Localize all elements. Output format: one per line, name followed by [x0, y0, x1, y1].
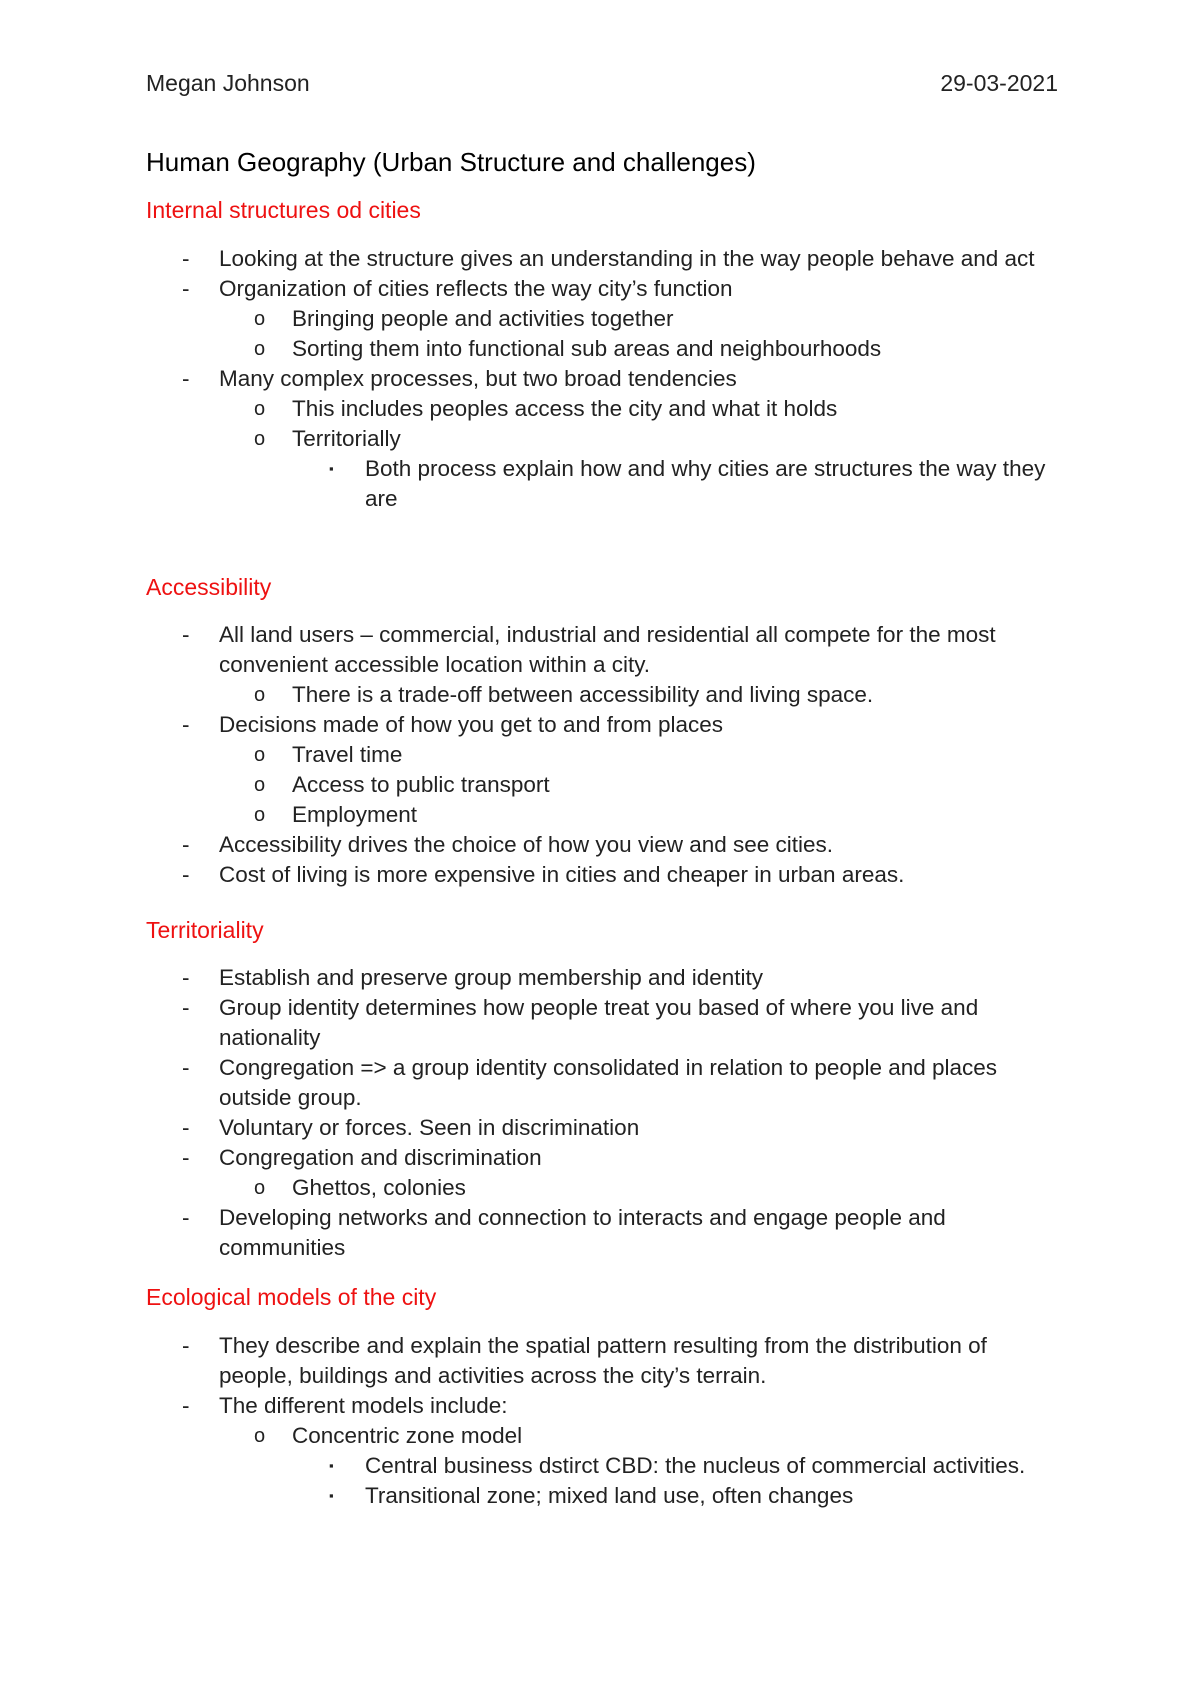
dash-bullet: - [182, 995, 190, 1020]
document-header [146, 70, 1058, 97]
list-item: ▪ Transitional zone; mixed land use, often changes [146, 1481, 1066, 1511]
section-heading-territoriality: Territoriality [146, 917, 264, 943]
dash-bullet: - [182, 832, 190, 857]
list-item: - Voluntary or forces. Seen in discrimination [146, 1113, 1066, 1143]
section-heading-accessibility: Accessibility [146, 574, 272, 600]
dash-bullet: - [182, 622, 190, 647]
list-item: o Territorially [146, 424, 1066, 454]
list-item: - Decisions made of how you get to and from places [146, 710, 1066, 740]
circle-bullet: o [254, 338, 266, 360]
list-item: - All land users – commercial, industrial and residential all compete for the most convenient accessible location within a city. [182, 622, 996, 677]
list-item: - Group identity determines how people treat you based of where you live and nationality [182, 995, 979, 1050]
section-list-internal-structures [146, 244, 1066, 514]
list-item: - Looking at the structure gives an understanding in the way people behave and act [146, 244, 1066, 274]
section-list-accessibility [146, 620, 1066, 890]
list-item: o Concentric zone model [146, 1421, 1066, 1451]
list-item: o Bringing people and activities together [146, 304, 1066, 334]
list-item: - They describe and explain the spatial pattern resulting from the distribution of people, buildings and activities across the city’s terrain. [182, 1333, 987, 1388]
list-item: - Congregation => a group identity consolidated in relation to people and places outside group. [182, 1055, 998, 1110]
circle-bullet: o [254, 1425, 266, 1447]
list-item: o Ghettos, colonies [146, 1173, 1066, 1203]
circle-bullet: o [254, 804, 266, 826]
circle-bullet: o [254, 1177, 266, 1199]
circle-bullet: o [254, 744, 266, 766]
dash-bullet: - [182, 246, 190, 271]
list-item: o Travel time [146, 740, 1066, 770]
dash-bullet: - [182, 1115, 190, 1140]
dash-bullet: - [182, 366, 190, 391]
list-item: o There is a trade-off between accessibility and living space. [146, 680, 1066, 710]
list-item: - Cost of living is more expensive in cities and cheaper in urban areas. [146, 860, 1066, 890]
list-item: - Establish and preserve group membership and identity [146, 963, 1066, 993]
list-item: o Sorting them into functional sub areas and neighbourhoods [146, 334, 1066, 364]
circle-bullet: o [254, 774, 266, 796]
list-item: o This includes peoples access the city and what it holds [146, 394, 1066, 424]
circle-bullet: o [254, 398, 266, 420]
list-item: - Accessibility drives the choice of how you view and see cities. [146, 830, 1066, 860]
author-name: Megan Johnson [146, 70, 310, 96]
square-bullet: ▪ [329, 1488, 334, 1503]
dash-bullet: - [182, 1055, 190, 1080]
list-item: o Employment [146, 800, 1066, 830]
section-heading-ecological-models: Ecological models of the city [146, 1284, 437, 1310]
document-title: Human Geography (Urban Structure and challenges) [146, 147, 756, 177]
square-bullet: ▪ [329, 1458, 334, 1473]
dash-bullet: - [182, 1393, 190, 1418]
list-item: - The different models include: [146, 1391, 1066, 1421]
section-list-territoriality [146, 963, 1066, 1263]
dash-bullet: - [182, 276, 190, 301]
dash-bullet: - [182, 712, 190, 737]
section-heading-internal-structures: Internal structures od cities [146, 197, 421, 223]
circle-bullet: o [254, 684, 266, 706]
list-item: - Many complex processes, but two broad tendencies [146, 364, 1066, 394]
dash-bullet: - [182, 1333, 190, 1358]
list-item: - Congregation and discrimination [146, 1143, 1066, 1173]
circle-bullet: o [254, 428, 266, 450]
list-item: o Access to public transport [146, 770, 1066, 800]
section-list-ecological-models [146, 1331, 1066, 1511]
list-item: ▪ Central business dstirct CBD: the nucleus of commercial activities. [146, 1451, 1066, 1481]
circle-bullet: o [254, 308, 266, 330]
square-bullet: ▪ [329, 461, 334, 476]
list-item: - Organization of cities reflects the way city’s function [146, 274, 1066, 304]
dash-bullet: - [182, 965, 190, 990]
list-item: ▪ Both process explain how and why cities are structures the way they are [329, 456, 1046, 511]
document-date: 29-03-2021 [940, 70, 1058, 96]
dash-bullet: - [182, 1145, 190, 1170]
list-item: - Developing networks and connection to interacts and engage people and communities [182, 1205, 946, 1260]
dash-bullet: - [182, 1205, 190, 1230]
dash-bullet: - [182, 862, 190, 887]
